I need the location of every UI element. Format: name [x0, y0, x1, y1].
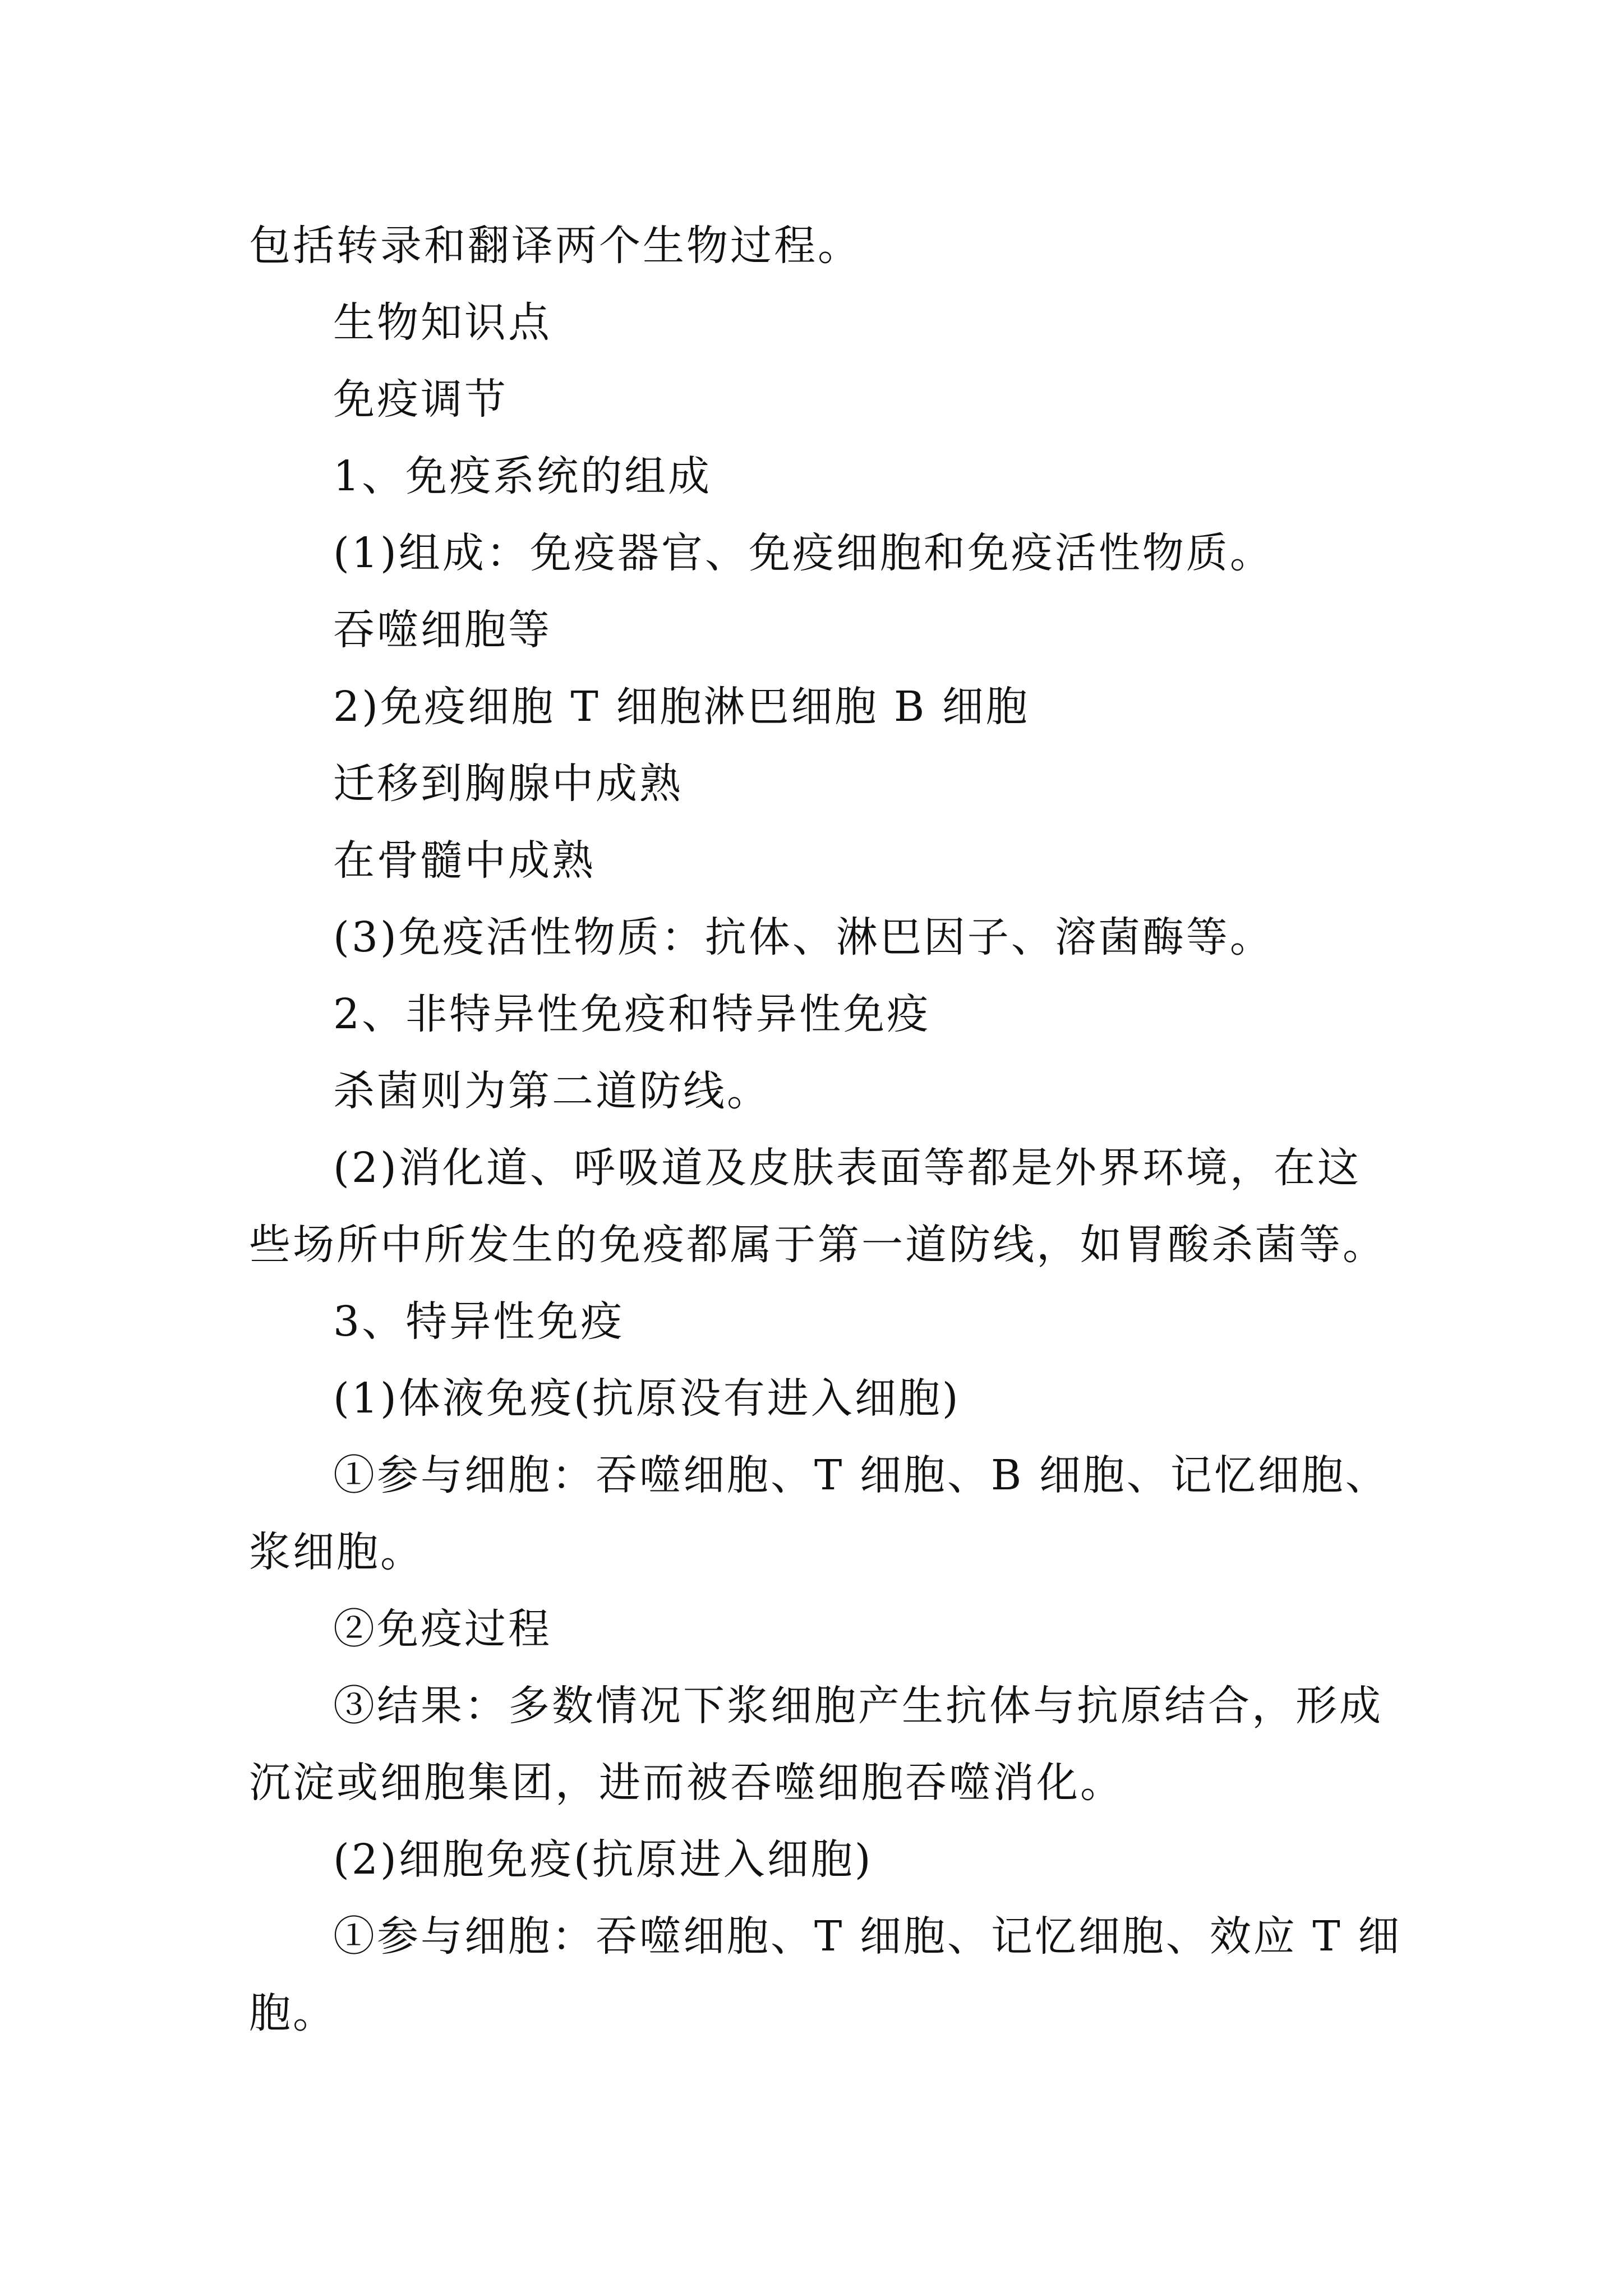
text-line: 些场所中所发生的免疫都属于第一道防线，如胃酸杀菌等。 — [249, 1221, 1386, 1269]
text-line: (1)组成：免疫器官、免疫细胞和免疫活性物质。 — [333, 529, 1274, 577]
document-body — [249, 208, 1402, 2052]
text-line: 生物知识点 — [333, 298, 552, 347]
text-line: ①参与细胞：吞噬细胞、T 细胞、记忆细胞、效应 T 细 — [333, 1912, 1402, 1961]
text-line: 2、非特异性免疫和特异性免疫 — [333, 990, 931, 1038]
text-line: (2)消化道、呼吸道及皮肤表面等都是外界环境，在这 — [333, 1144, 1361, 1192]
text-line: 杀菌则为第二道防线。 — [333, 1067, 771, 1115]
text-line: 2)免疫细胞 T 细胞淋巴细胞 B 细胞 — [333, 683, 1030, 731]
text-line: 迁移到胸腺中成熟 — [333, 760, 683, 808]
text-line: 1、免疫系统的组成 — [333, 452, 712, 500]
text-line: (3)免疫活性物质：抗体、淋巴因子、溶菌酶等。 — [333, 913, 1274, 961]
text-line: 沉淀或细胞集团，进而被吞噬细胞吞噬消化。 — [249, 1759, 1124, 1807]
text-line: 浆细胞。 — [249, 1528, 424, 1576]
text-line: 胞。 — [249, 1989, 336, 2037]
text-line: ①参与细胞：吞噬细胞、T 细胞、B 细胞、记忆细胞、 — [333, 1451, 1389, 1499]
text-line: (1)体液免疫(抗原没有进入细胞) — [333, 1374, 961, 1423]
text-line: 吞噬细胞等 — [333, 606, 552, 654]
text-line: 免疫调节 — [333, 375, 508, 424]
text-line: ③结果：多数情况下浆细胞产生抗体与抗原结合，形成 — [333, 1682, 1383, 1730]
text-line: ②免疫过程 — [333, 1605, 552, 1653]
text-line: (2)细胞免疫(抗原进入细胞) — [333, 1835, 873, 1884]
text-line: 3、特异性免疫 — [333, 1297, 625, 1346]
text-line: 包括转录和翻译两个生物过程。 — [249, 222, 861, 270]
text-line: 在骨髓中成熟 — [333, 836, 596, 885]
